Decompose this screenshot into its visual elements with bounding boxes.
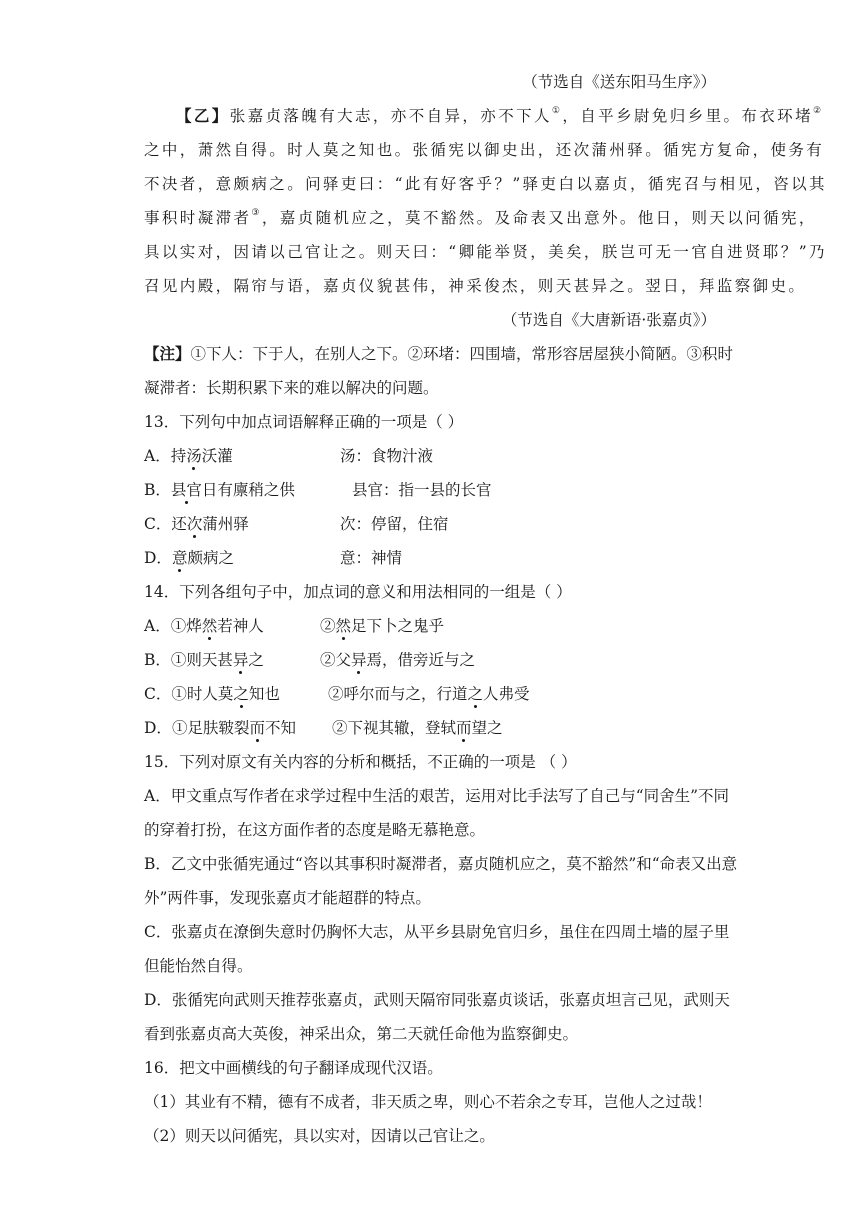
annotation-label: 【注】 (144, 344, 191, 363)
question-16-item-1: （1）其业有不精，德有不成者，非天质之卑，则心不若余之专耳，岂他人之过哉！ (144, 1093, 712, 1111)
annotation-line-1: 【注】①下人：下于人，在别人之下。②环堵：四围墙，常形容居屋狭小简陋。③积时 (144, 344, 734, 363)
passage-yi-line-2: 之中，萧然自得。时人莫之知也。张循宪以御史出，还次蒲州驿。循宪方复命，使务有 (144, 141, 825, 159)
question-15-option-d-line-1: D．张循宪向武则天推荐张嘉贞，武则天隔帘同张嘉贞谈话，张嘉贞坦言己见，武则天 (144, 991, 730, 1009)
question-13-stem: 13．下列句中加点词语解释正确的一项是（ ） (144, 413, 464, 431)
question-15-option-b-line-2: 外”两件事，发现张嘉贞才能超群的特点。 (144, 889, 431, 907)
question-15-stem: 15．下列对原文有关内容的分析和概括，不正确的一项是 （ ） (144, 753, 577, 771)
question-16-stem: 16．把文中画横线的句子翻译成现代汉语。 (144, 1059, 443, 1077)
source-citation-jia: （节选自《送东阳马生序》） (522, 73, 716, 91)
question-16-item-2: （2）则天以问循宪，具以实对，因请以己官让之。 (144, 1127, 495, 1145)
question-15-option-a-line-1: A．甲文重点写作者在求学过程中生活的艰苦，运用对比手法写了自己与“同舍生”不同 (144, 787, 730, 805)
question-15-option-a-line-2: 的穿着打扮，在这方面作者的态度是略无慕艳意。 (144, 821, 486, 839)
question-15-option-c-line-2: 但能怡然自得。 (144, 957, 253, 975)
question-15-option-b-line-1: B．乙文中张循宪通过“咨以其事积时凝滞者，嘉贞随机应之，莫不豁然”和“命表又出意 (144, 855, 738, 873)
passage-yi-line-1: 【乙】张嘉贞落魄有大志，亦不自异，亦不下人①，自平乡尉免归乡里。布衣环堵② (176, 106, 824, 125)
question-15-option-d-line-2: 看到张嘉贞高大英俊，神采出众，第二天就任命他为监察御史。 (144, 1025, 579, 1043)
exam-page: （节选自《送东阳马生序》） 【乙】张嘉贞落魄有大志，亦不自异，亦不下人①，自平乡尉免归乡里。布衣环堵② 之中，萧然自得。时人莫之知也。张循宪以御史出，还次蒲州驿。循宪方复命，使务有 不决者，意颇病之。问驿吏曰：“此有好客乎？”驿吏白以嘉贞，循宪召与相见，咨以其 事积时凝滞者③，嘉贞随机应之，莫不豁然。及命表又出意外。他日，则天以问循宪， 具以实对，因请以己官让之。则天曰：“卿能举贤，美矣，朕岂可无一官自进贤耶？”乃 召见内殿，隔帘与语，嘉贞仪貌甚伟，神采俊杰，则天甚异之。翌日，拜监察御史。 （节选自《大唐新语·张嘉贞》） 【注】①下人：下于人，在别人之下。②环堵：四围墙，常形容居屋狭小简陋。③积时 凝滞者：长期积累下来的难以解决的问题。 13．下列句中加点词语解释正确的一项是（ ） A．持汤沃灌 汤：食物汁液 B．县官日有廪稍之供 县官：指一县的长官 C．还次蒲州驿 次：停留，住宿 D．意颇病之 意：神情 14．下列各组句子中，加点词的意义和用法相同的一组是（ ） A．①烨然若神人 ②然足下卜之鬼乎 B．①则天甚异之 ②父异焉，借旁近与之 C．①时人莫之知也 ②呼尔而与之，行道之人弗受 D．①足肤皲裂而不知 ②下视其辙，登轼而望之 15．下列对原文有关内容的分析和概括，不正确的一项是 （ ） A．甲文重点写作者在求学过程中生活的艰苦，运用对比手法写了自己与“同舍生”不同 的穿着打扮，在这方面作者的态度是略无慕艳意。 B．乙文中张循宪通过“咨以其事积时凝滞者，嘉贞随机应之，莫不豁然”和“命表又出意 外”两件事，发现张嘉贞才能超群的特点。 C．张嘉贞在潦倒失意时仍胸怀大志，从平乡县尉免官归乡，虽住在四周土墙的屋子里 但能怡然自得。 D．张循宪向武则天推荐张嘉贞，武则天隔帘同张嘉贞谈话，张嘉贞坦言己见，武则天 看到张嘉贞高大英俊，神采出众，第二天就任命他为监察御史。 16．把文中画横线的句子翻译成现代汉语。 （1）其业有不精，德有不成者，非天质之卑，则心不若余之专耳，岂他人之过哉！ （2）则天以问循宪，具以实对，因请以己官让之。 (144, 73, 827, 1145)
passage-yi-line-4: 事积时凝滞者③，嘉贞随机应之，莫不豁然。及命表又出意外。他日，则天以问循宪， (144, 208, 817, 227)
passage-yi-line-5: 具以实对，因请以己官让之。则天曰：“卿能举贤，美矣，朕岂可无一官自进贤耶？”乃 (144, 243, 827, 261)
passage-yi-line-3: 不决者，意颇病之。问驿吏曰：“此有好客乎？”驿吏白以嘉贞，循宪召与相见，咨以其 (144, 175, 827, 193)
source-citation-yi: （节选自《大唐新语·张嘉贞》） (501, 311, 716, 329)
question-15-option-c-line-1: C．张嘉贞在潦倒失意时仍胸怀大志，从平乡县尉免官归乡，虽住在四周土墙的屋子里 (144, 923, 730, 941)
annotation-line-2: 凝滞者：长期积累下来的难以解决的问题。 (144, 379, 439, 397)
passage-yi-line-6: 召见内殿，隔帘与语，嘉贞仪貌甚伟，神采俊杰，则天甚异之。翌日，拜监察御史。 (144, 277, 807, 295)
passage-yi-label: 【乙】 (176, 106, 230, 125)
question-14-stem: 14．下列各组句子中，加点词的意义和用法相同的一组是（ ） (144, 583, 572, 601)
